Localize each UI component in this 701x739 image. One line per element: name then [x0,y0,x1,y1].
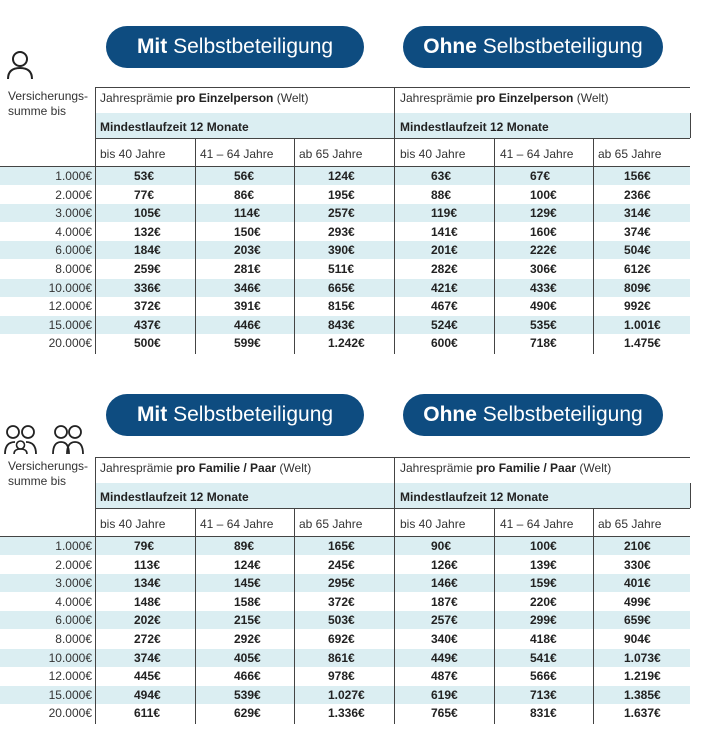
premium-cell-ohne-0: 619€ [431,687,458,702]
premium-cell-ohne-2: 236€ [624,187,651,202]
premium-cell-ohne-1: 566€ [530,669,557,684]
premium-cell-ohne-2: 401€ [624,576,651,591]
premium-cell-ohne-2: 659€ [624,613,651,628]
premium-cell-mit-1: 346€ [234,280,261,295]
premium-cell-ohne-0: 141€ [431,224,458,239]
premium-cell-mit-2: 1.336€ [328,706,365,721]
sum-insured-cell: 6.000€ [55,243,92,258]
premium-cell-ohne-0: 282€ [431,262,458,276]
premium-cell-ohne-1: 100€ [530,187,557,202]
premium-cell-mit-2: 1.242€ [328,336,365,351]
premium-cell-mit-0: 79€ [134,539,155,553]
premium-cell-ohne-0: 126€ [431,557,458,572]
premium-cell-ohne-0: 88€ [431,187,452,202]
sum-insured-cell: 1.000€ [55,539,92,553]
premium-cell-mit-0: 259€ [134,262,161,276]
premium-cell-mit-2: 195€ [328,187,355,202]
premium-cell-ohne-2: 314€ [624,206,651,221]
age-header-mit-0: bis 40 Jahre [100,147,166,161]
premium-cell-mit-1: 466€ [234,669,261,684]
premium-cell-ohne-2: 1.637€ [624,706,661,721]
annual-premium-label-ohne: Jahresprämie pro Einzelperson (Welt) [400,91,609,105]
sum-insured-cell: 3.000€ [55,576,92,591]
sum-insured-cell: 2.000€ [55,187,92,202]
premium-cell-ohne-0: 119€ [431,206,458,221]
premium-cell-mit-1: 56€ [234,169,255,183]
sum-insured-cell: 6.000€ [55,613,92,628]
premium-cell-mit-0: 202€ [134,613,161,628]
sum-insured-cell: 15.000€ [48,687,92,702]
mit-selbstbeteiligung-button[interactable]: Mit Selbstbeteiligung [106,26,364,68]
premium-cell-ohne-1: 713€ [530,687,557,702]
sum-insured-cell: 15.000€ [48,317,92,332]
premium-cell-ohne-1: 100€ [530,539,557,553]
premium-cell-mit-0: 272€ [134,632,161,646]
sum-insured-cell: 8.000€ [55,632,92,646]
premium-cell-mit-2: 665€ [328,280,355,295]
premium-cell-ohne-0: 257€ [431,613,458,628]
single-person-icon [5,50,35,80]
premium-cell-ohne-2: 374€ [624,224,651,239]
premium-cell-ohne-0: 449€ [431,650,458,665]
premium-cell-mit-1: 629€ [234,706,261,721]
premium-cell-ohne-0: 524€ [431,317,458,332]
premium-cell-ohne-2: 612€ [624,262,651,276]
premium-cell-mit-1: 203€ [234,243,261,258]
premium-cell-ohne-0: 340€ [431,632,458,646]
premium-cell-ohne-0: 487€ [431,669,458,684]
premium-cell-mit-2: 1.027€ [328,687,365,702]
premium-cell-ohne-1: 718€ [530,336,557,351]
premium-cell-mit-0: 500€ [134,336,161,351]
premium-cell-ohne-0: 63€ [431,169,452,183]
price-table [0,87,701,357]
sum-insured-cell: 20.000€ [48,336,92,351]
sum-insured-cell: 4.000€ [55,594,92,609]
premium-cell-ohne-1: 220€ [530,594,557,609]
premium-cell-mit-1: 391€ [234,299,261,314]
premium-cell-ohne-1: 159€ [530,576,557,591]
premium-cell-mit-0: 445€ [134,669,161,684]
premium-cell-mit-1: 292€ [234,632,261,646]
family-couple-price-section [0,370,701,739]
premium-cell-mit-0: 148€ [134,594,161,609]
premium-cell-mit-1: 86€ [234,187,255,202]
premium-cell-ohne-1: 67€ [530,169,551,183]
min-term-label-ohne: Mindestlaufzeit 12 Monate [400,120,549,134]
premium-cell-mit-0: 611€ [134,706,161,721]
age-header-mit-0: bis 40 Jahre [100,517,166,531]
min-term-label-mit: Mindestlaufzeit 12 Monate [100,490,249,504]
age-header-ohne-1: 41 – 64 Jahre [500,147,574,161]
premium-cell-mit-0: 134€ [134,576,161,591]
age-header-mit-1: 41 – 64 Jahre [200,147,274,161]
premium-cell-mit-2: 295€ [328,576,355,591]
premium-cell-mit-2: 293€ [328,224,355,239]
premium-cell-ohne-2: 1.073€ [624,650,661,665]
premium-cell-ohne-0: 146€ [431,576,458,591]
premium-cell-mit-2: 692€ [328,632,355,646]
sum-insured-cell: 12.000€ [48,299,92,314]
premium-cell-ohne-2: 1.219€ [624,669,661,684]
premium-cell-ohne-1: 535€ [530,317,557,332]
sum-insured-cell: 10.000€ [48,650,92,665]
premium-cell-ohne-2: 809€ [624,280,651,295]
premium-cell-mit-1: 89€ [234,539,255,553]
premium-cell-ohne-0: 467€ [431,299,458,314]
premium-cell-mit-0: 77€ [134,187,155,202]
sum-insured-cell: 8.000€ [55,262,92,276]
premium-cell-mit-1: 405€ [234,650,261,665]
premium-cell-ohne-1: 831€ [530,706,557,721]
premium-cell-mit-1: 158€ [234,594,261,609]
premium-cell-ohne-1: 299€ [530,613,557,628]
age-header-ohne-2: ab 65 Jahre [598,517,662,531]
ohne-selbstbeteiligung-button[interactable]: Ohne Selbstbeteiligung [403,26,663,68]
premium-cell-mit-2: 815€ [328,299,355,314]
premium-cell-ohne-0: 600€ [431,336,458,351]
premium-cell-ohne-2: 1.001€ [624,317,661,332]
age-header-mit-2: ab 65 Jahre [299,147,363,161]
premium-cell-mit-0: 132€ [134,224,161,239]
annual-premium-label-ohne: Jahresprämie pro Familie / Paar (Welt) [400,461,612,475]
premium-cell-mit-1: 114€ [234,206,261,221]
premium-cell-mit-0: 374€ [134,650,161,665]
premium-cell-mit-1: 215€ [234,613,261,628]
sum-insured-cell: 4.000€ [55,224,92,239]
mit-selbstbeteiligung-button[interactable]: Mit Selbstbeteiligung [106,394,364,436]
premium-cell-ohne-2: 1.475€ [624,336,661,351]
min-term-label-ohne: Mindestlaufzeit 12 Monate [400,490,549,504]
min-term-label-mit: Mindestlaufzeit 12 Monate [100,120,249,134]
premium-cell-mit-2: 165€ [328,539,355,553]
premium-cell-mit-0: 105€ [134,206,161,221]
sum-insured-cell: 10.000€ [48,280,92,295]
premium-cell-ohne-1: 222€ [530,243,557,258]
premium-cell-ohne-2: 499€ [624,594,651,609]
premium-cell-ohne-0: 187€ [431,594,458,609]
annual-premium-label-mit: Jahresprämie pro Familie / Paar (Welt) [100,461,312,475]
premium-cell-ohne-1: 306€ [530,262,557,276]
premium-cell-mit-0: 53€ [134,169,155,183]
premium-cell-ohne-1: 129€ [530,206,557,221]
premium-cell-ohne-2: 992€ [624,299,651,314]
premium-cell-mit-1: 150€ [234,224,261,239]
sum-insured-header: Versicherungs- summe bis [8,89,89,118]
premium-cell-mit-2: 843€ [328,317,355,332]
age-header-mit-2: ab 65 Jahre [299,517,363,531]
family-couple-icon [3,423,91,455]
premium-cell-mit-0: 113€ [134,557,161,572]
premium-cell-mit-1: 145€ [234,576,261,591]
premium-cell-mit-1: 124€ [234,557,261,572]
premium-cell-ohne-0: 90€ [431,539,452,553]
premium-cell-mit-0: 184€ [134,243,161,258]
sum-insured-cell: 2.000€ [55,557,92,572]
age-header-ohne-2: ab 65 Jahre [598,147,662,161]
premium-cell-ohne-2: 1.385€ [624,687,661,702]
premium-cell-ohne-1: 490€ [530,299,557,314]
premium-cell-mit-0: 494€ [134,687,161,702]
sum-insured-cell: 1.000€ [55,169,92,183]
premium-cell-ohne-2: 210€ [624,539,651,553]
premium-cell-ohne-2: 330€ [624,557,651,572]
premium-cell-mit-2: 257€ [328,206,355,221]
premium-cell-ohne-1: 433€ [530,280,557,295]
age-header-ohne-0: bis 40 Jahre [400,517,466,531]
age-header-ohne-1: 41 – 64 Jahre [500,517,574,531]
premium-cell-ohne-1: 541€ [530,650,557,665]
premium-cell-ohne-1: 160€ [530,224,557,239]
premium-cell-mit-2: 390€ [328,243,355,258]
ohne-selbstbeteiligung-button[interactable]: Ohne Selbstbeteiligung [403,394,663,436]
premium-cell-ohne-0: 421€ [431,280,458,295]
premium-cell-mit-2: 124€ [328,169,355,183]
premium-cell-mit-2: 978€ [328,669,355,684]
premium-cell-mit-1: 446€ [234,317,261,332]
age-header-ohne-0: bis 40 Jahre [400,147,466,161]
premium-cell-mit-1: 281€ [234,262,261,276]
premium-cell-mit-2: 861€ [328,650,355,665]
premium-cell-ohne-1: 418€ [530,632,557,646]
age-header-mit-1: 41 – 64 Jahre [200,517,274,531]
annual-premium-label-mit: Jahresprämie pro Einzelperson (Welt) [100,91,309,105]
premium-cell-mit-1: 599€ [234,336,261,351]
sum-insured-cell: 3.000€ [55,206,92,221]
premium-cell-mit-2: 511€ [328,262,355,276]
price-table [0,457,701,727]
premium-cell-mit-2: 503€ [328,613,355,628]
premium-cell-mit-0: 336€ [134,280,161,295]
premium-cell-mit-1: 539€ [234,687,261,702]
sum-insured-header: Versicherungs- summe bis [8,459,89,488]
premium-cell-ohne-2: 156€ [624,169,651,183]
premium-cell-mit-0: 372€ [134,299,161,314]
sum-insured-cell: 12.000€ [48,669,92,684]
premium-cell-ohne-1: 139€ [530,557,557,572]
premium-cell-mit-2: 245€ [328,557,355,572]
premium-cell-mit-2: 372€ [328,594,355,609]
premium-cell-ohne-0: 201€ [431,243,458,258]
sum-insured-cell: 20.000€ [48,706,92,721]
premium-cell-ohne-0: 765€ [431,706,458,721]
premium-cell-ohne-2: 904€ [624,632,651,646]
premium-cell-mit-0: 437€ [134,317,161,332]
premium-cell-ohne-2: 504€ [624,243,651,258]
